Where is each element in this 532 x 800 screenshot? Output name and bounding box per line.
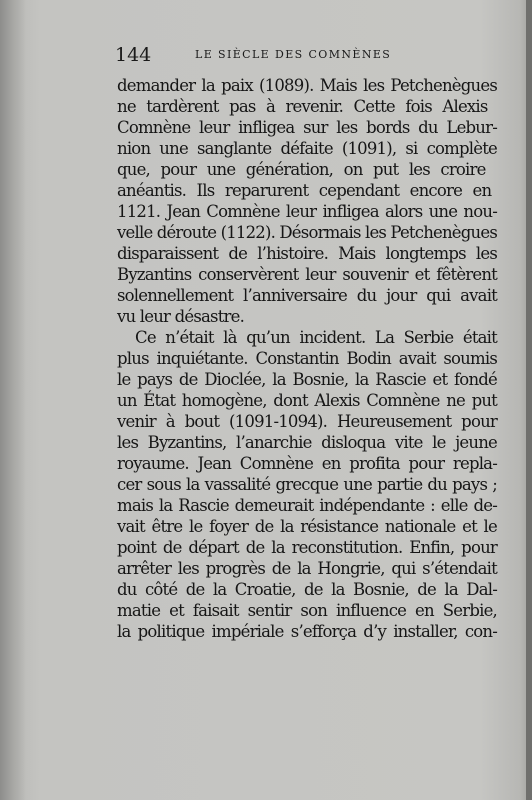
text-line: vu leur désastre. (117, 307, 245, 326)
page-right-edge (526, 0, 532, 800)
text-line: point de départ de la reconstitution. Enfin, pour (117, 538, 497, 557)
text-line: cer sous la vassalité grecque une partie du pays ; (117, 475, 497, 494)
text-line: Comnène leur infligea sur les bords du Lebur- (117, 118, 497, 137)
text-line: le pays de Dioclée, la Bosnie, la Rascie et fondé (117, 370, 497, 389)
text-line: venir à bout (1091-1094). Heureusement pour (117, 412, 497, 431)
text-line: royaume. Jean Comnène en profita pour repla- (117, 454, 497, 473)
text-line: arrêter les progrès de la Hongrie, qui s’étendait (117, 559, 497, 578)
text-line: que, pour une génération, on put les croire (117, 160, 486, 179)
page-header (115, 44, 497, 66)
text-line: anéantis. Ils reparurent cependant encore en (117, 181, 492, 200)
text-line: velle déroute (1122). Désormais les Petchenègues (117, 223, 497, 242)
text-line: 1121. Jean Comnène leur infligea alors une nou- (117, 202, 497, 221)
text-line: Ce n’était là qu’un incident. La Serbie était (135, 328, 497, 347)
text-line: nion une sanglante défaite (1091), si complète (117, 139, 497, 158)
text-line: un État homogène, dont Alexis Comnène ne put (117, 391, 497, 410)
text-line: disparaissent de l’histoire. Mais longtemps les (117, 244, 497, 263)
text-line: solennellement l’anniversaire du jour qui avait (117, 286, 497, 305)
text-line: du côté de la Croatie, de la Bosnie, de la Dal- (117, 580, 497, 599)
text-line: ne tardèrent pas à revenir. Cette fois Alexis (117, 97, 488, 116)
text-line: les Byzantins, l’anarchie disloqua vite le jeune (117, 433, 497, 452)
text-line: demander la paix (1089). Mais les Petchenègues (117, 76, 497, 95)
text-line: matie et faisait sentir son influence en Serbie, (117, 601, 497, 620)
text-line: mais la Rascie demeurait indépendante : elle de- (117, 496, 497, 515)
text-line: la politique impériale s’efforça d’y installer, con- (117, 622, 497, 641)
text-line: Byzantins conservèrent leur souvenir et fêtèrent (117, 265, 497, 284)
page-gutter-shadow (0, 0, 26, 800)
text-line: plus inquiétante. Constantin Bodin avait soumis (117, 349, 497, 368)
running-title: LE SIÈCLE DES COMNÈNES (195, 48, 392, 61)
text-line: vait être le foyer de la résistance nationale et le (117, 517, 497, 536)
body-text (117, 75, 497, 642)
page-number: 144 (115, 44, 152, 66)
